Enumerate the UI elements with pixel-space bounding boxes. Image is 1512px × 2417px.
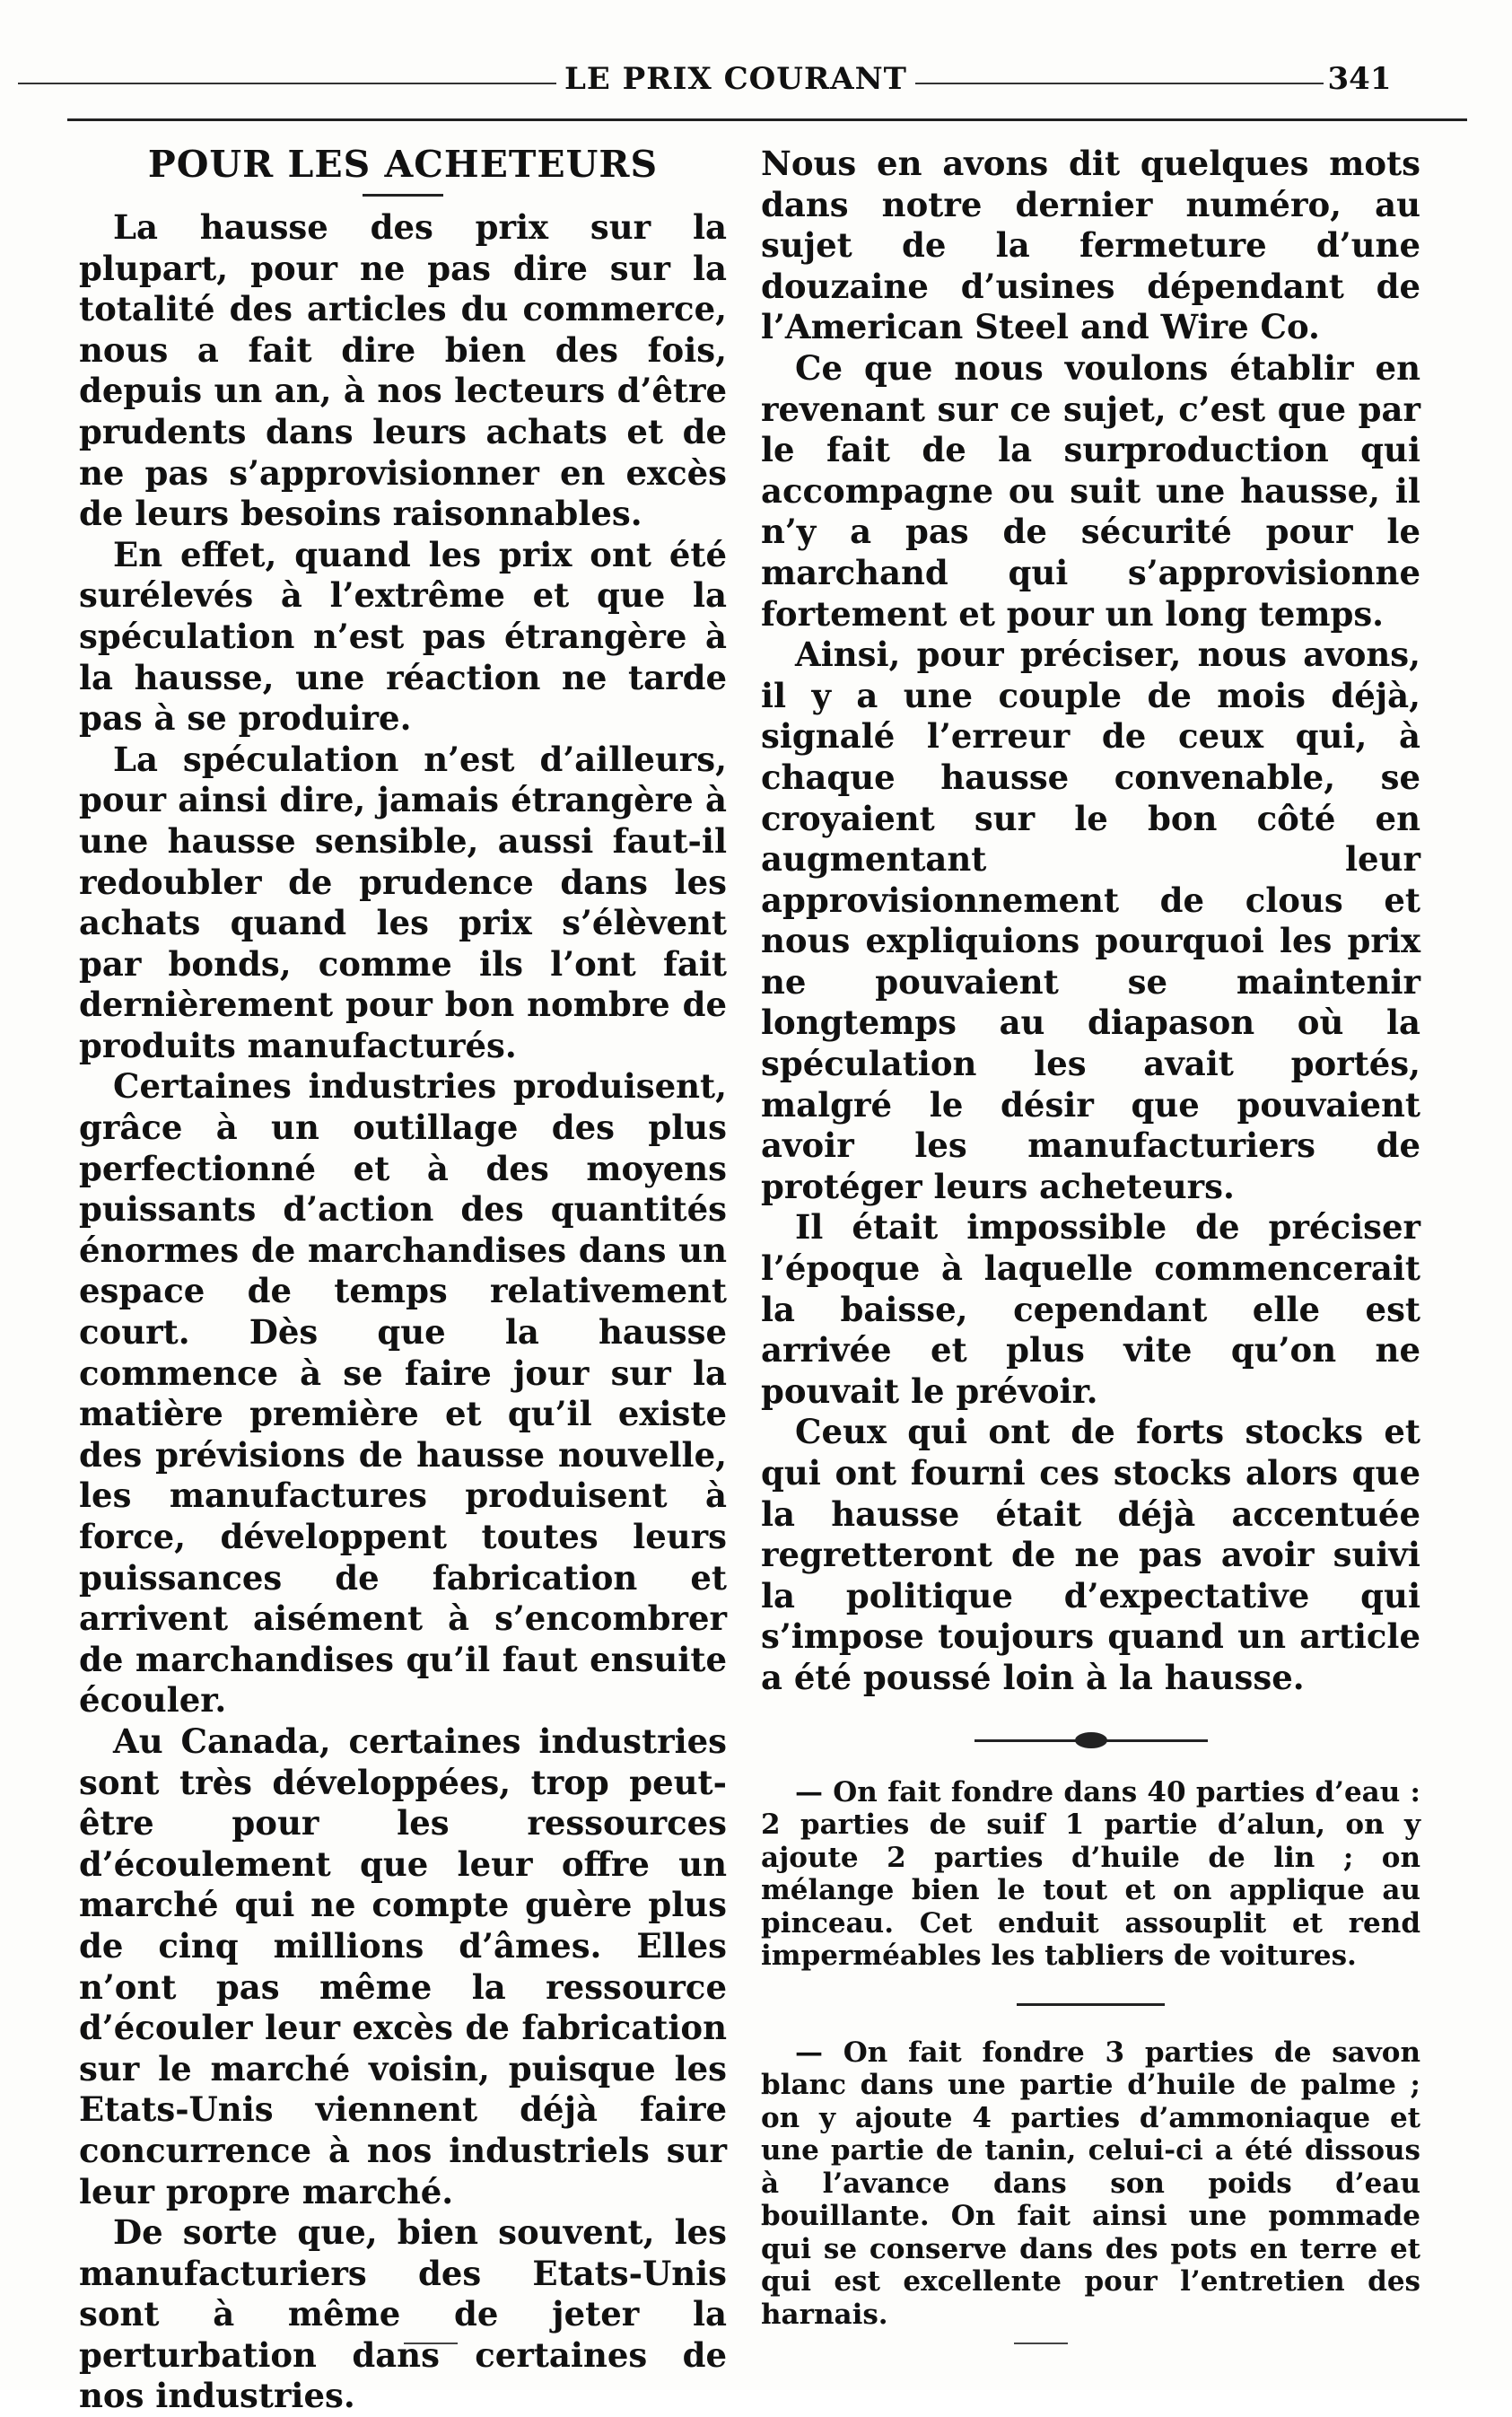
left-paragraph: Au Canada, certaines industries sont très développées, trop peut-être pour les ressources d’écoulement que leur offre un marché qui ne compte guère plus de cinq millions d’âmes. Elles n’ont pas même la ressource d’écouler leur excès de fabrication sur le marché voisin, puisque les Etats-Unis viennent déjà faire concurrence à nos industriels sur leur propre marché. bbox=[79, 1721, 727, 2211]
left-column bbox=[79, 144, 727, 2417]
note-divider bbox=[1017, 2003, 1165, 2006]
header-rule-left bbox=[18, 83, 556, 84]
header-rule-right bbox=[915, 83, 1324, 84]
header-divider bbox=[67, 118, 1467, 121]
right-column bbox=[761, 144, 1420, 2331]
right-paragraph: Ce que nous voulons établir en revenant sur ce sujet, c’est que par le fait de la surproduction qui accompagne ou suit une hausse, il n’y a pas de sécurité pour le marchand qui s’approvisionne fortement et pour un long temps. bbox=[761, 347, 1420, 634]
article-heading: POUR LES ACHETEURS bbox=[147, 143, 659, 186]
left-paragraph: La spéculation n’est d’ailleurs, pour ainsi dire, jamais étrangère à une hausse sensible, aussi faut-il redoubler de prudence dans les achats quand les prix s’élèvent par bonds, comme ils l’ont fait dernièrement pour bon nombre de produits manufacturés. bbox=[79, 739, 727, 1065]
running-head bbox=[0, 56, 1512, 109]
right-paragraph: Il était impossible de préciser l’époque à laquelle commencerait la baisse, cependant elle est arrivée et plus vite qu’on ne pouvait le prévoir. bbox=[761, 1207, 1420, 1411]
right-paragraph: Ceux qui ont de forts stocks et qui ont fourni ces stocks alors que la hausse était déjà accentuée regretteront de ne pas avoir suivi la politique d’expectative qui s’impose toujours quand un article a été poussé loin à la hausse. bbox=[761, 1412, 1420, 1697]
left-paragraph: Certaines industries produisent, grâce à un outillage des plus perfectionné et à des moyens puissants d’action des quantités énormes de marchandises dans un espace de temps relativement court. Dès que la hausse commence à se faire jour sur la matière première et qu’il existe des prévisions de hausse nouvelle, les manufactures produisent à force, développent toutes leurs puissances de fabrication et arrivent aisément à s’encombrer de marchandises qu’il faut ensuite écouler. bbox=[79, 1066, 727, 1721]
page-number: 341 bbox=[1327, 61, 1392, 97]
note-paragraph: — On fait fondre 3 parties de savon blanc dans une partie d’huile de palme ; on y ajoute 4 parties d’ammoniaque et une partie de tanin, celui-ci a été dissous à l’avance dans son poids d’eau bouillante. On fait ainsi une pommade qui se conserve dans des pots en terre et qui est excellente pour l’entretien des harnais. bbox=[761, 2036, 1420, 2331]
ornament-diamond-icon bbox=[1075, 1732, 1107, 1748]
footer-rule-left bbox=[404, 2343, 458, 2344]
right-paragraph: Ainsi, pour préciser, nous avons, il y a une couple de mois déjà, signalé l’erreur de ceux qui, à chaque hausse convenable, se croyaient sur le bon côté en augmentant leur approvisionnement de clous et nous expliquions pourquoi les prix ne pouvaient se maintenir longtemps au diapason où la spéculation les avait portés, malgré le désir que pouvaient avoir les manufacturiers de protéger leurs acheteurs. bbox=[761, 635, 1420, 1206]
heading-rule bbox=[363, 194, 443, 197]
publication-title: LE PRIX COURANT bbox=[564, 61, 907, 97]
left-paragraph: De sorte que, bien souvent, les manufacturiers des Etats-Unis sont à même de jeter la perturbation dans certaines de nos industries. bbox=[79, 2212, 727, 2416]
left-paragraph: La hausse des prix sur la plupart, pour ne pas dire sur la totalité des articles du commerce, nous a fait dire bien des fois, depuis un an, à nos lecteurs d’être prudents dans leurs achats et de ne pas s’approvisionner en excès de leurs besoins raisonnables. bbox=[79, 207, 727, 534]
right-paragraph: Nous en avons dit quelques mots dans notre dernier numéro, au sujet de la fermeture d’une douzaine d’usines dépendant de l’American Steel and Wire Co. bbox=[761, 144, 1420, 347]
ornament-divider bbox=[974, 1731, 1208, 1749]
left-paragraph: En effet, quand les prix ont été surélevés à l’extrême et que la spéculation n’est pas étrangère à la hausse, une réaction ne tarde pas à se produire. bbox=[79, 534, 727, 739]
footer-rule-right bbox=[1014, 2343, 1068, 2344]
note-paragraph: — On fait fondre dans 40 parties d’eau : 2 parties de suif 1 partie d’alun, on y ajoute 2 parties d’huile de lin ; on mélange bien le tout et on applique au pinceau. Cet enduit assouplit et rend imperméables les tabliers de voitures. bbox=[761, 1775, 1420, 1973]
